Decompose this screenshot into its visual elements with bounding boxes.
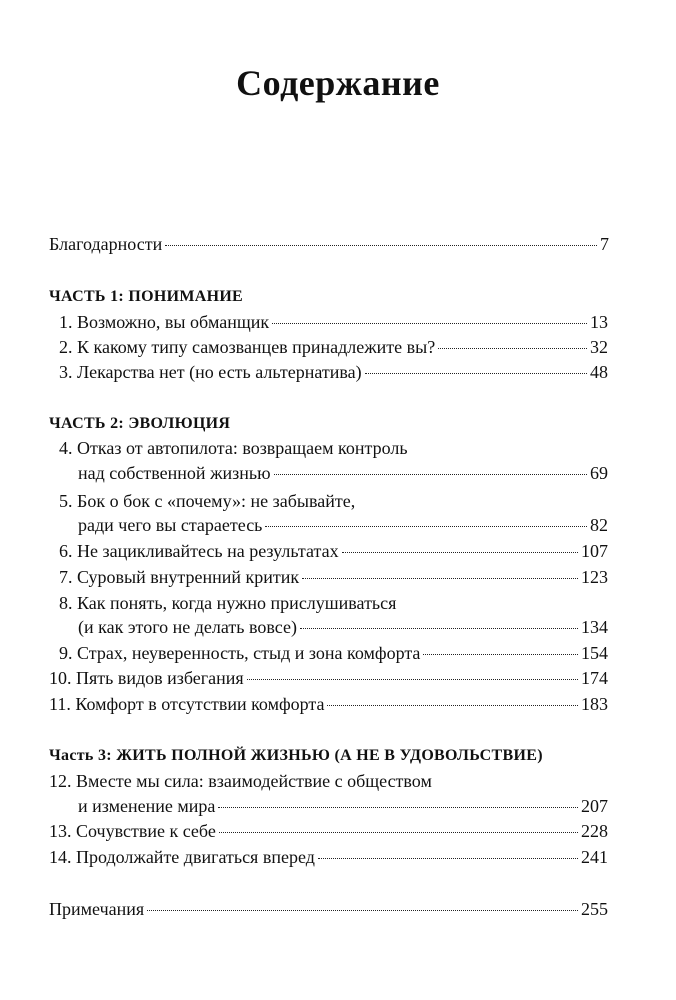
toc-entry-9	[59, 642, 608, 664]
chapter-title-continued: над собственной жизнью	[78, 463, 271, 483]
toc-entry-8	[78, 616, 608, 638]
dot-leader	[218, 807, 578, 808]
toc-page-number: 207	[581, 796, 608, 816]
chapter-title: Не зацикливайтесь на результатах	[77, 541, 339, 561]
toc-page-number: 69	[590, 463, 608, 483]
chapter-title: Бок о бок с «почему»: не забывайте,	[77, 491, 356, 511]
dot-leader	[274, 474, 587, 475]
chapter-number: 5.	[59, 491, 73, 511]
chapter-title: Сочувствие к себе	[76, 821, 216, 841]
chapter-number: 6.	[59, 541, 73, 561]
toc-entry-12	[78, 795, 608, 817]
toc-entry-13	[49, 820, 608, 842]
chapter-title-continued: и изменение мира	[78, 796, 216, 816]
toc-entry-7	[59, 566, 608, 588]
chapter-number: 12.	[49, 771, 72, 791]
toc-page-number: 7	[600, 234, 609, 254]
part-3-heading: Часть 3: ЖИТЬ ПОЛНОЙ ЖИЗНЬЮ (А НЕ В УДОВОЛЬСТВИЕ)	[49, 747, 543, 764]
chapter-number: 14.	[49, 847, 72, 867]
part-1-heading: ЧАСТЬ 1: ПОНИМАНИЕ	[49, 288, 244, 305]
chapter-number: 4.	[59, 438, 73, 458]
chapter-number: 7.	[59, 567, 73, 587]
toc-entry-4-line1	[59, 437, 408, 459]
toc-page-number: 228	[581, 821, 608, 841]
chapter-title: Как понять, когда нужно прислушиваться	[77, 593, 397, 613]
chapter-title-continued: (и как этого не делать вовсе)	[78, 617, 297, 637]
chapter-number: 10.	[49, 668, 72, 688]
dot-leader	[318, 858, 578, 859]
chapter-number: 3.	[59, 362, 73, 382]
toc-entry-front	[49, 233, 609, 255]
toc-page-number: 174	[581, 668, 608, 688]
toc-entry-4	[78, 462, 608, 484]
toc-page-number: 32	[590, 337, 608, 357]
toc-title: Содержание	[236, 63, 440, 103]
part-2-heading: ЧАСТЬ 2: ЭВОЛЮЦИЯ	[49, 415, 231, 432]
chapter-number: 9.	[59, 643, 73, 663]
chapter-title: Лекарства нет (но есть альтернатива)	[77, 362, 362, 382]
dot-leader	[302, 578, 578, 579]
chapter-number: 1.	[59, 312, 73, 332]
toc-page-number: 48	[590, 362, 608, 382]
toc-entry-5	[78, 514, 608, 536]
chapter-number: 2.	[59, 337, 73, 357]
dot-leader	[247, 679, 578, 680]
chapter-number: 13.	[49, 821, 72, 841]
toc-page-number: 82	[590, 515, 608, 535]
dot-leader	[265, 526, 587, 527]
toc-page-number: 154	[581, 643, 608, 663]
chapter-title: Отказ от автопилота: возвращаем контроль	[77, 438, 408, 458]
chapter-title: Комфорт в отсутствии комфорта	[75, 694, 325, 714]
toc-entry-back	[49, 898, 608, 920]
dot-leader	[327, 705, 578, 706]
chapter-title: Возможно, вы обманщик	[77, 312, 270, 332]
dot-leader	[147, 910, 578, 911]
toc-entry-12-line1	[49, 770, 432, 792]
toc-entry-2	[59, 336, 608, 358]
toc-entry-label: Благодарности	[49, 234, 163, 254]
toc-entry-1	[59, 311, 608, 333]
dot-leader	[438, 348, 587, 349]
toc-page-number: 123	[581, 567, 608, 587]
dot-leader	[423, 654, 578, 655]
toc-entry-8-line1	[59, 592, 396, 614]
dot-leader	[342, 552, 578, 553]
chapter-number: 8.	[59, 593, 73, 613]
toc-page-number: 183	[581, 694, 608, 714]
dot-leader	[165, 245, 597, 246]
toc-page-number: 107	[581, 541, 608, 561]
toc-page-number: 134	[581, 617, 608, 637]
toc-entry-11	[49, 693, 608, 715]
toc-entry-5-line1	[59, 490, 355, 512]
toc-page-number: 255	[581, 899, 608, 919]
chapter-title: Продолжайте двигаться вперед	[76, 847, 315, 867]
chapter-number: 11.	[49, 694, 71, 714]
dot-leader	[272, 323, 587, 324]
toc-page-number: 241	[581, 847, 608, 867]
chapter-title: К какому типу самозванцев принадлежите вы?	[77, 337, 436, 357]
dot-leader	[300, 628, 578, 629]
toc-entry-3	[59, 361, 608, 383]
dot-leader	[219, 832, 578, 833]
dot-leader	[365, 373, 587, 374]
toc-entry-6	[59, 540, 608, 562]
toc-entry-14	[49, 846, 608, 868]
chapter-title: Вместе мы сила: взаимодействие с обществом	[76, 771, 432, 791]
chapter-title: Суровый внутренний критик	[77, 567, 300, 587]
toc-page-number: 13	[590, 312, 608, 332]
chapter-title: Страх, неуверенность, стыд и зона комфорта	[77, 643, 421, 663]
toc-entry-10	[49, 667, 608, 689]
chapter-title: Пять видов избегания	[76, 668, 244, 688]
toc-entry-label: Примечания	[49, 899, 145, 919]
chapter-title-continued: ради чего вы стараетесь	[78, 515, 263, 535]
